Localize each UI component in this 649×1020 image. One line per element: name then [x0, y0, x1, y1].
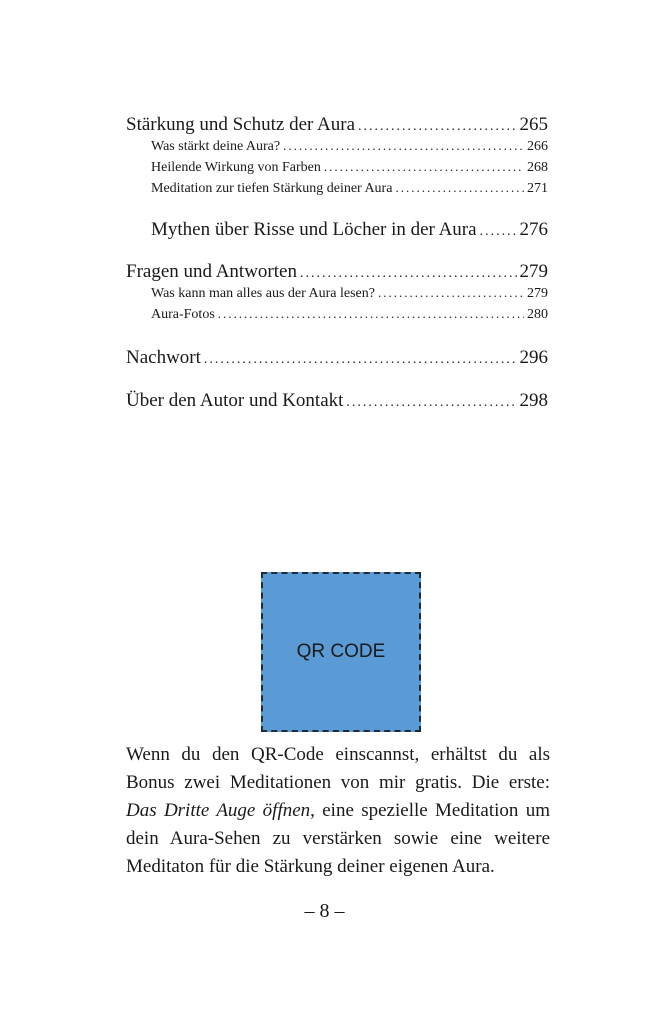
- toc-entry-title: Fragen und Antworten: [126, 261, 297, 282]
- toc-entry-title: Über den Autor und Kontakt: [126, 390, 344, 411]
- toc-leader-dots: [218, 306, 524, 322]
- toc-entry: [126, 219, 548, 243]
- toc-subentry-title: Was stärkt deine Aura?: [151, 139, 281, 154]
- toc-entry-title: Nachwort: [126, 347, 201, 368]
- toc-leader-dots: [346, 395, 516, 411]
- toc-subentry: [126, 180, 548, 201]
- toc-entry-title: Mythen über Risse und Löcher in der Aura: [151, 219, 477, 240]
- toc-leader-dots: [300, 266, 517, 282]
- toc-leader-dots: [204, 352, 517, 368]
- page-number: – 8 –: [304, 900, 345, 922]
- toc-entry-title: Stärkung und Schutz der Aura: [126, 114, 356, 135]
- toc-entry-page: 296: [519, 347, 548, 368]
- paragraph-text-2: , eine spezielle Meditation um dein Aura-Sehen zu verstärken sowie eine weitere Meditaton für die Stärkung deiner eigenen Aura.: [126, 800, 550, 877]
- bonus-paragraph: [126, 741, 550, 881]
- toc-leader-dots: [324, 159, 524, 175]
- paragraph-italic-title: Das Dritte Auge öffnen: [126, 800, 311, 821]
- qr-code-placeholder: [261, 572, 421, 732]
- table-of-contents: [126, 114, 548, 414]
- toc-subentry-title: Meditation zur tiefen Stärkung deiner Aura: [151, 181, 393, 196]
- toc-leader-dots: [480, 224, 517, 240]
- toc-subentry-title: Aura-Fotos: [151, 307, 215, 322]
- toc-entry: [126, 261, 548, 285]
- toc-entry-page: 298: [519, 390, 548, 411]
- toc-entry: [126, 114, 548, 138]
- toc-subentry-title: Heilende Wirkung von Farben: [151, 160, 321, 175]
- toc-subentry-title: Was kann man alles aus der Aura lesen?: [151, 286, 375, 301]
- toc-subentry: [126, 138, 548, 159]
- toc-subentry-page: 279: [527, 286, 548, 301]
- toc-leader-dots: [283, 138, 524, 154]
- paragraph-text-1: Wenn du den QR-Code einscannst, erhältst du als Bonus zwei Meditationen von mir gratis. Die erste:: [126, 744, 550, 793]
- toc-subentry-page: 268: [527, 160, 548, 175]
- toc-subentry-page: 271: [527, 181, 548, 196]
- toc-leader-dots: [378, 285, 524, 301]
- toc-subentry: [126, 285, 548, 306]
- toc-leader-dots: [358, 119, 516, 135]
- toc-subentry-page: 280: [527, 307, 548, 322]
- toc-leader-dots: [395, 180, 524, 196]
- toc-subentry: [126, 306, 548, 327]
- toc-subentry-page: 266: [527, 139, 548, 154]
- toc-entry-page: 276: [519, 219, 548, 240]
- toc-entry: [126, 390, 548, 414]
- qr-code-label: QR CODE: [296, 641, 386, 662]
- toc-entry-page: 265: [519, 114, 548, 135]
- toc-subentry: [126, 159, 548, 180]
- toc-entry: [126, 347, 548, 371]
- toc-entry-page: 279: [519, 261, 548, 282]
